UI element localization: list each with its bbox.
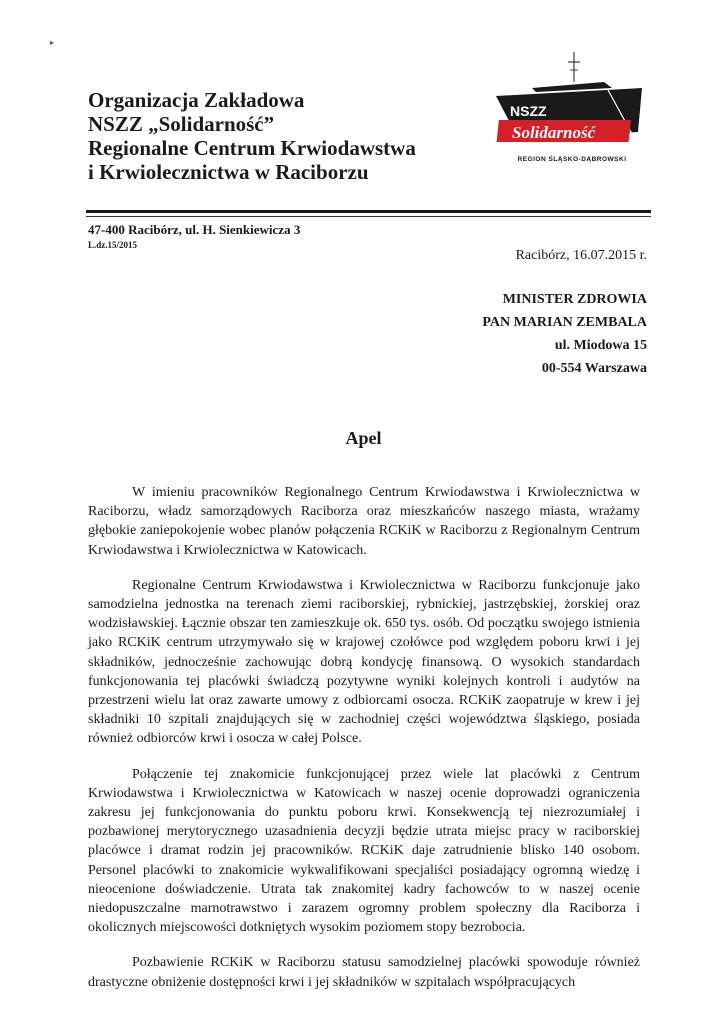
logo-region-text: REGION ŚLĄSKO-DĄBROWSKI	[517, 156, 627, 163]
header-rule	[86, 210, 651, 213]
reference-number: L.dz.15/2015	[88, 240, 138, 250]
recipient-block	[482, 288, 647, 380]
body-paragraph: Pozbawienie RCKiK w Raciborzu statusu samodzielnej placówki spowoduje również drastyczne obniżenie dostępności krwi i jej składników w szpitalach współpracujących	[88, 955, 640, 990]
recipient-name: PAN MARIAN ZEMBALA	[482, 315, 647, 330]
scan-mark: ▸	[50, 38, 55, 47]
org-line: NSZZ „Solidarność”	[88, 112, 275, 136]
recipient-city: 00-554 Warszawa	[541, 361, 647, 376]
logo-nszz-text: NSZZ	[510, 103, 547, 119]
letter-date: Racibórz, 16.07.2015 r.	[515, 248, 647, 263]
org-line: Regionalne Centrum Krwiodawstwa	[88, 136, 416, 160]
letter-title: Apel	[345, 428, 382, 448]
org-line: Organizacja Zakładowa	[88, 88, 305, 112]
org-line: i Krwiolecznictwa w Raciborzu	[88, 160, 369, 184]
body-paragraph: Regionalne Centrum Krwiodawstwa i Krwiolecznictwa w Raciborzu funkcjonuje jako samodzielna jednostka na terenach ziemi raciborskiej, rybnickiej, jastrzębskiej, żorskiej oraz wodzisławskiej. Łącznie obszar ten zamieszkuje ok. 650 tys. osób. Od początku swojego istnienia jako RCKiK centrum utrzymywało się w krajowej czołówce pod względem poboru krwi i jej składników, jednocześnie zachowując dobrą kondycję finansową. O wysokich standardach funkcjonowania tej placówki świadczą pozytywne wyniki kolejnych kontroli i audytów na przestrzeni wielu lat oraz zawarte umowy z odbiorcami osocza. RCKiK zaopatruje w krew i jej składniki 10 szpitali znajdujących się w zachodniej części województwa śląskiego, posiada również odbiorców krwi i osocza w całej Polsce.	[88, 577, 640, 747]
body-paragraph: W imieniu pracowników Regionalnego Centrum Krwiodawstwa i Krwiolecznictwa w Raciborzu, władz samorządowych Raciborza oraz mieszkańców naszego miasta, wrażamy głębokie zaniepokojenie wobec planów połączenia RCKiK w Raciborzu z Regionalnym Centrum Krwiodawstwa i Krwiolecznictwa w Katowicach.	[88, 485, 640, 558]
body-paragraph: Połączenie tej znakomicie funkcjonującej przez wiele lat placówki z Centrum Krwiodawstwa i Krwiolecznictwa w Katowicach w naszej ocenie doprowadzi ograniczenia zakresu jej funkcjonowania do punktu poboru krwi. Konsekwencją tej niezrozumiałej i pozbawionej merytorycznego uzasadnienia decyzji będzie utrata miejsc pracy w raciborskiej placówce i dramat rodzin jej pracowników. RCKiK daje zatrudnienie blisko 140 osobom. Personel placówki to znakomicie wykwalifikowani specjaliści posiadający ogromną wiedzę i nieocenione doświadczenie. Utrata tak znakomitej kadry fachowców to w naszej ocenie niedopuszczalne marnotrawstwo i zarazem ogromny problem społeczny dla Raciborza i okolicznych miejscowości dotkniętych wysokim poziomem stopy bezrobocia.	[88, 766, 640, 936]
header-rule-thin	[86, 216, 651, 217]
letter-body	[88, 483, 640, 991]
solidarnosc-logo	[492, 52, 652, 172]
organization-name	[88, 88, 448, 184]
logo-word-text: Solidarność	[512, 123, 596, 142]
ship-logo-icon	[492, 52, 652, 156]
sender-address: 47-400 Racibórz, ul. H. Sienkiewicza 3	[88, 222, 301, 237]
recipient-title: MINISTER ZDROWIA	[502, 292, 647, 307]
recipient-street: ul. Miodowa 15	[554, 338, 647, 353]
